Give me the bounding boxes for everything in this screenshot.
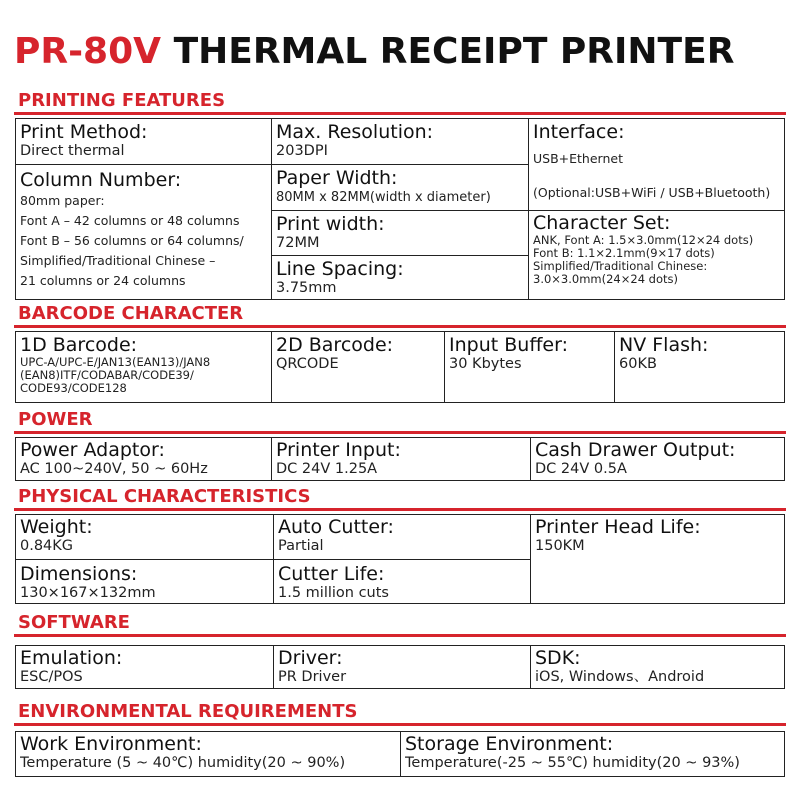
cash-drawer-cell [535, 439, 783, 478]
section-heading-environment: ENVIRONMENTAL REQUIREMENTS [18, 701, 358, 722]
print-method-label: Print Method: [20, 121, 148, 143]
head-life-label: Printer Head Life: [535, 516, 701, 538]
dimensions-value: 130×167×132mm [20, 585, 156, 601]
max-resolution-cell [276, 121, 526, 160]
weight-cell [20, 516, 271, 555]
page-title [14, 28, 794, 76]
max-resolution-label: Max. Resolution: [276, 121, 434, 143]
max-resolution-value: 203DPI [276, 143, 328, 159]
print-width-cell [276, 213, 526, 252]
barcode-1d-line: CODE93/CODE128 [20, 381, 127, 395]
interface-optional: (Optional:USB+WiFi / USB+Bluetooth) [533, 185, 771, 200]
cash-drawer-value: DC 24V 0.5A [535, 461, 627, 477]
column-number-line: 21 columns or 24 columns [20, 273, 186, 288]
column-number-line: Simplified/Traditional Chinese – [20, 253, 216, 268]
divider [15, 164, 272, 165]
emulation-cell [20, 647, 271, 686]
divider [444, 331, 445, 403]
section-heading-barcode: BARCODE CHARACTER [18, 303, 244, 324]
storage-environment-label: Storage Environment: [405, 733, 614, 755]
power-adaptor-cell [20, 439, 269, 478]
divider [273, 645, 274, 689]
driver-value: PR Driver [278, 669, 347, 685]
storage-environment-cell [405, 733, 783, 772]
paper-width-label: Paper Width: [276, 167, 398, 189]
divider [271, 210, 529, 211]
paper-width-value: 80MM x 82MM(width x diameter) [276, 190, 491, 205]
print-width-label: Print width: [276, 213, 385, 235]
printer-input-cell [276, 439, 528, 478]
product-type: THERMAL RECEIPT PRINTER [173, 31, 735, 72]
sdk-label: SDK: [535, 647, 581, 669]
cutter-life-cell [278, 563, 528, 602]
column-number-line: Font B – 56 columns or 64 columns/ [20, 233, 244, 248]
weight-label: Weight: [20, 516, 93, 538]
character-set-cell [533, 212, 783, 286]
character-set-line: Simplified/Traditional Chinese: [533, 259, 708, 273]
section-heading-physical: PHYSICAL CHARACTERISTICS [18, 486, 311, 507]
print-width-value: 72MM [276, 235, 320, 251]
sdk-cell [535, 647, 783, 686]
divider [528, 210, 785, 211]
section-rule [14, 325, 786, 328]
auto-cutter-label: Auto Cutter: [278, 516, 394, 538]
auto-cutter-cell [278, 516, 528, 555]
printer-input-label: Printer Input: [276, 439, 401, 461]
interface-value: USB+Ethernet [533, 151, 623, 166]
head-life-cell [535, 516, 783, 555]
column-number-label: Column Number: [20, 169, 182, 191]
column-number-cell [20, 169, 270, 291]
power-adaptor-label: Power Adaptor: [20, 439, 165, 461]
emulation-label: Emulation: [20, 647, 123, 669]
storage-environment-value: Temperature(-25 ~ 55℃) humidity(20 ~ 93%) [405, 755, 740, 771]
nv-flash-cell [619, 334, 783, 373]
section-heading-power: POWER [18, 409, 93, 430]
sdk-value: iOS, Windows、Android [535, 669, 705, 685]
nv-flash-value: 60KB [619, 356, 657, 372]
cutter-life-label: Cutter Life: [278, 563, 385, 585]
divider [614, 331, 615, 403]
interface-cell [533, 121, 783, 200]
section-rule [14, 634, 786, 637]
print-method-value: Direct thermal [20, 143, 125, 159]
interface-label: Interface: [533, 121, 625, 143]
input-buffer-value: 30 Kbytes [449, 356, 522, 372]
work-environment-value: Temperature (5 ~ 40℃) humidity(20 ~ 90%) [20, 755, 346, 771]
input-buffer-cell [449, 334, 612, 373]
character-set-label: Character Set: [533, 212, 671, 234]
emulation-value: ESC/POS [20, 669, 83, 685]
divider [15, 559, 531, 560]
section-rule [14, 112, 786, 115]
print-method-cell [20, 121, 268, 160]
barcode-1d-line: (EAN8)ITF/CODABAR/CODE39/ [20, 368, 194, 382]
line-spacing-cell [276, 258, 526, 297]
barcode-1d-line: UPC-A/UPC-E/JAN13(EAN13)/JAN8 [20, 355, 211, 369]
barcode-2d-cell [276, 334, 442, 373]
divider [271, 437, 272, 481]
model-name: PR-80V [14, 31, 162, 72]
section-heading-software: SOFTWARE [18, 612, 130, 633]
character-set-line: 3.0×3.0mm(24×24 dots) [533, 272, 678, 286]
divider [271, 118, 272, 300]
line-spacing-value: 3.75mm [276, 280, 337, 296]
input-buffer-label: Input Buffer: [449, 334, 568, 356]
weight-value: 0.84KG [20, 538, 74, 554]
section-heading-printing: PRINTING FEATURES [18, 90, 226, 111]
driver-label: Driver: [278, 647, 343, 669]
cash-drawer-label: Cash Drawer Output: [535, 439, 736, 461]
printer-input-value: DC 24V 1.25A [276, 461, 378, 477]
barcode-2d-label: 2D Barcode: [276, 334, 394, 356]
character-set-line: Font B: 1.1×2.1mm(9×17 dots) [533, 246, 715, 260]
character-set-line: ANK, Font A: 1.5×3.0mm(12×24 dots) [533, 233, 754, 247]
driver-cell [278, 647, 528, 686]
barcode-1d-cell [20, 334, 269, 395]
dimensions-label: Dimensions: [20, 563, 138, 585]
head-life-value: 150KM [535, 538, 585, 554]
cutter-life-value: 1.5 million cuts [278, 585, 389, 601]
section-rule [14, 723, 786, 726]
divider [530, 437, 531, 481]
paper-width-cell [276, 167, 526, 206]
work-environment-cell [20, 733, 398, 772]
divider [271, 331, 272, 403]
dimensions-cell [20, 563, 271, 602]
divider [530, 645, 531, 689]
column-number-line: Font A – 42 columns or 48 columns [20, 213, 240, 228]
work-environment-label: Work Environment: [20, 733, 202, 755]
barcode-2d-value: QRCODE [276, 356, 339, 372]
divider [528, 118, 529, 300]
auto-cutter-value: Partial [278, 538, 324, 554]
nv-flash-label: NV Flash: [619, 334, 709, 356]
section-rule [14, 508, 786, 511]
section-rule [14, 431, 786, 434]
divider [271, 164, 529, 165]
divider [271, 255, 529, 256]
divider [400, 731, 401, 777]
line-spacing-label: Line Spacing: [276, 258, 404, 280]
barcode-1d-label: 1D Barcode: [20, 334, 138, 356]
power-adaptor-value: AC 100~240V, 50 ~ 60Hz [20, 461, 208, 477]
column-number-line: 80mm paper: [20, 193, 105, 208]
